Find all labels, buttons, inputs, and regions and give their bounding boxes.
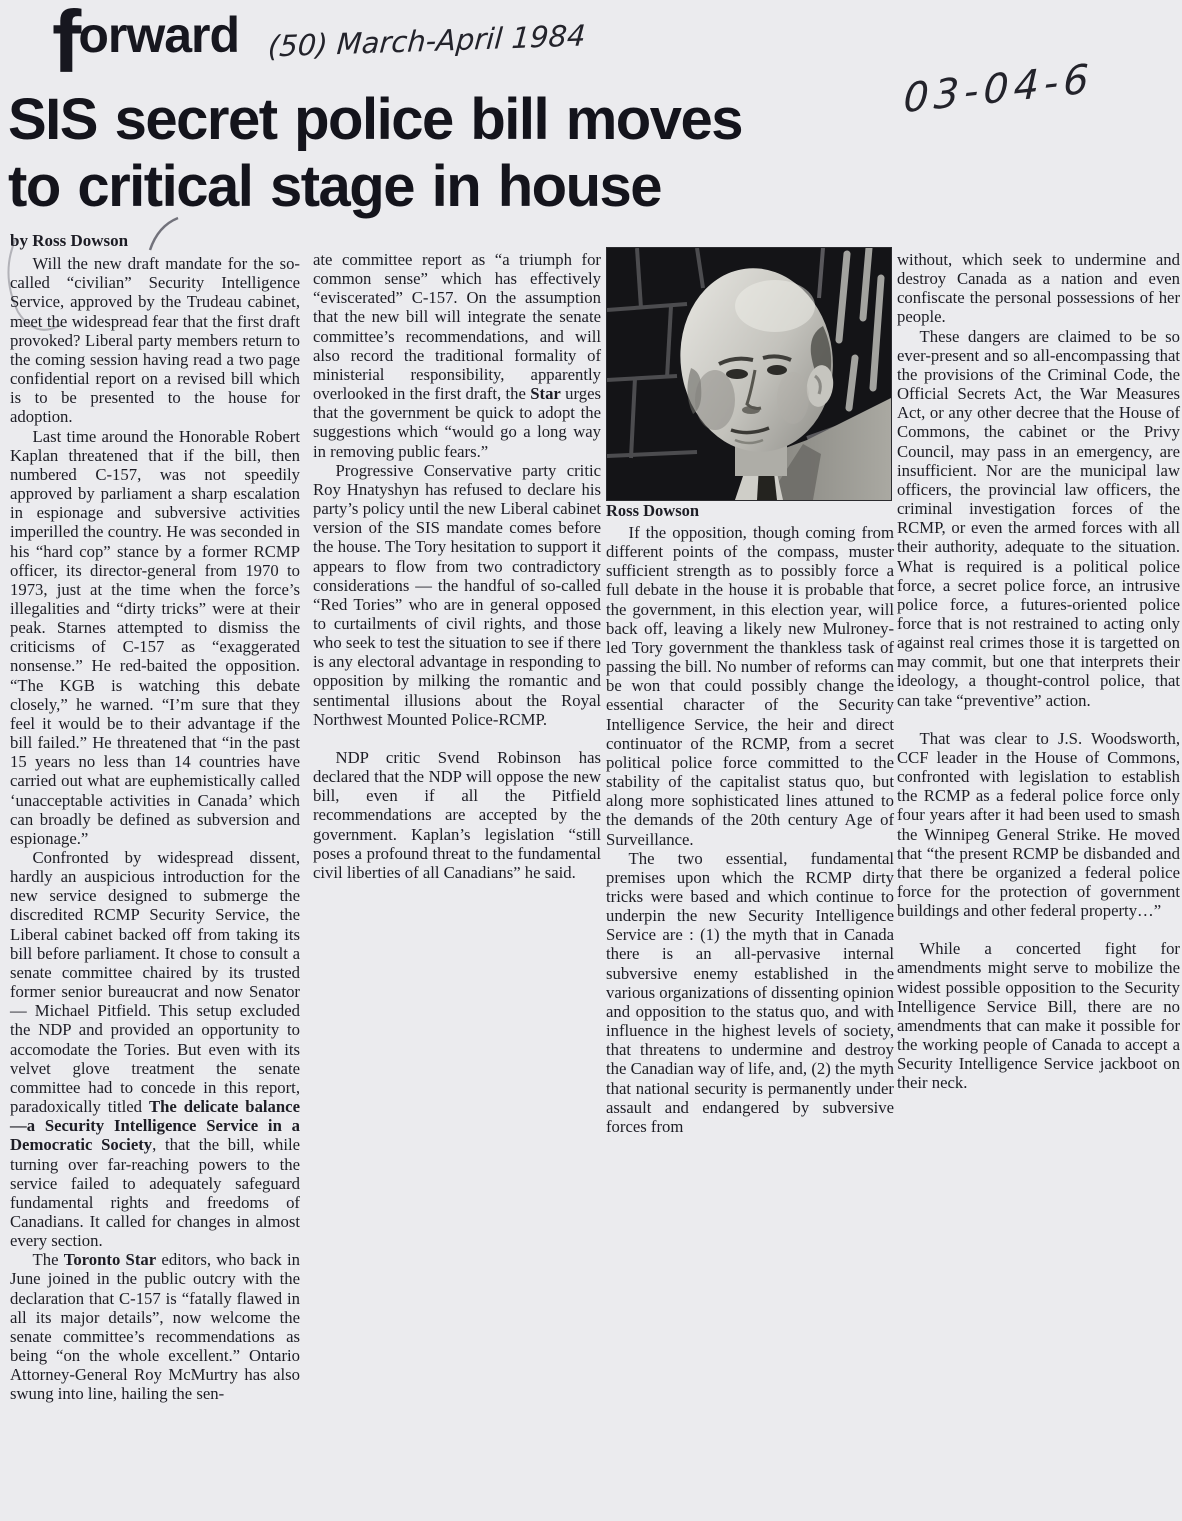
article-paragraph: That was clear to J.S. Woodsworth, CCF leader in the House of Commons, confronted with legislation to establish the RCMP as a federal police force only four years after it had been used to smash the Winnipeg General Strike. He moved that “the present RCMP be disbanded and that there be organized a federal police force for the protection of government buildings and other federal property…”	[897, 728, 1180, 921]
photo-caption: Ross Dowson	[606, 501, 700, 520]
photo-block	[606, 247, 894, 521]
article-paragraph: ate committee report as “a triumph for common sense” which has effectively “eviscerated” C-157. On the assumption that the new bill will integrate the senate committee’s recommendations, and will also record the traditional formality of ministerial responsibility, apparently overlooked in the first draft, the Star urges that the government be quick to adopt the suggestions which “would go a long way in removing public fears.”	[313, 250, 601, 461]
handwritten-file-code: 03-04-6	[902, 55, 1095, 123]
column-4-text	[897, 250, 1180, 1093]
headline-line-1: SIS secret police bill moves	[8, 87, 742, 152]
headline-line-2: to critical stage in house	[8, 154, 662, 219]
article-paragraph: The two essential, fundamental premises upon which the RCMP dirty tricks were based and which continue to underpin the new Security Intelligence Service are : (1) the myth that in Canada there is an all-pervasive internal subversive enemy established in the various organizations of dissenting opinion and opposition to the status quo, and with influence in the highest levels of society, that threatens to undermine and destroy the Canadian way of life, and, (2) the myth that national security is permanently under assault and endangered by subversive forces from	[606, 848, 894, 1136]
article-paragraph: without, which seek to undermine and destroy Canada as a nation and even confiscate the personal possessions of her people.	[897, 250, 1180, 327]
article-paragraph: Will the new draft mandate for the so-called “civilian” Security Intelligence Service, approved by the Trudeau cabinet, meet the widespread fear that the first draft provoked? Liberal party members return to the coming session having read a two page confidential report on a revised bill which is to be presented to the house for adoption.	[10, 254, 300, 427]
ross-dowson-photo	[606, 247, 892, 501]
logo-rest: orward	[78, 7, 240, 63]
article-paragraph: Last time around the Honorable Robert Kaplan threatened that if the bill, then numbered C-157, was not speedily approved by parliament a sharp escalation in espionage and subversive activities imperilled the country. He was seconded in his “hard cop” stance by a former RCMP officer, its director-general from 1970 to 1973, just at the time when the force’s illegalities and “dirty tricks” were at their peak. Starnes attempted to dismiss the criticisms of C-157 as “exaggerated nonsense.” He red-baited the opposition. “The KGB is watching this debate closely,” he warned. “I’m sure that they feel it would be to their advantage if the bill failed.” He threatened that “in the past 15 years no less than 14 countries have carried out what are euphemistically called ‘unacceptable activities in Canada’ which can broadly be defined as subversion and espionage.”	[10, 426, 300, 848]
column-1-text	[10, 254, 300, 1403]
headline	[8, 86, 742, 220]
article-paragraph: These dangers are claimed to be so ever-present and so all-encompassing that the provisions of the Criminal Code, the Official Secrets Act, the War Measures Act, or any other decree that the House of Commons, the cabinet or the Privy Council, may pass in an emergency, are insufficient. Nor are the municipal law officers, the provincial law officers, the criminal investigation forces of the RCMP, or even the armed forces with all their authority, adequate to the situation. What is required is a political police force, a secret police force, an intrusive police force, a futures-oriented police force that is not restrained to acting only against real crimes those it is targetted on may commit, but one that interprets their ideology, a thought-control police, that can take “preventive” action.	[897, 326, 1180, 710]
article-paragraph: If the opposition, though coming from different points of the compass, muster sufficient strength as to possibly force a full debate in the house it is probable that the government, in this election year, will back off, leaving a likely new Mulroney-led Tory government the thankless task of passing the bill. No number of reforms can be won that could possibly change the essential character of the Security Intelligence Service, the heir and direct continuator of the RCMP, from a secret political police force committed to the stability of the capitalist status quo, but along more sophisticated lines attuned to the demands of the 20th century Age of Surveillance.	[606, 523, 894, 849]
article-paragraph: While a concerted fight for amendments might serve to mobilize the widest possible opposition to the Security Intelligence Service Bill, there are no amendments that can make it possible for the working people of Canada to accept a Security Intelligence Service jackboot on their neck.	[897, 939, 1180, 1093]
column-3-text	[606, 523, 894, 1136]
column-2-text	[313, 250, 601, 882]
column-1	[10, 231, 300, 1404]
column-2	[313, 250, 601, 882]
handwritten-issue-date: (50) March-April 1984	[266, 18, 587, 64]
article-paragraph: Confronted by widespread dissent, hardly an auspicious introduction for the new service designed to submerge the discredited RCMP Security Service, the Liberal cabinet backed off from taking its bill before parliament. It chose to consult a senate committee chaired by its trusted former senior bureaucrat and now Senator — Michael Pitfield. This setup excluded the NDP and provided an opportunity to accomodate the Tories. But even with its velvet glove treatment the senate committee had to concede in this report, paradoxically titled The delicate balance—a Security Intelligence Service in a Democratic Society, that the bill, while turning over far-reaching powers to the service failed to adequately safeguard fundamental rights and freedoms of Canadians. It called for changes in almost every section.	[10, 848, 300, 1251]
forward-logo	[52, 0, 240, 91]
column-3	[606, 247, 894, 1136]
article-paragraph: NDP critic Svend Robinson has declared that the NDP will oppose the new bill, even if all the Pitfield recommendations are accepted by the government. Kaplan’s legislation “still poses a profound threat to the fundamental civil liberties of all Canadians” he said.	[313, 747, 601, 882]
byline: by Ross Dowson	[10, 231, 129, 250]
eye-right	[767, 365, 787, 375]
eye-left	[726, 369, 748, 379]
column-4	[897, 250, 1180, 1093]
article-paragraph: Progressive Conservative party critic Roy Hnatyshyn has refused to declare his party’s policy until the new Liberal cabinet version of the SIS mandate comes before the house. The Tory hesitation to support it appears to flow from two contradictory considerations — the handful of so-called “Red Tories” who are in general opposed to curtailments of civil rights, and those who seek to test the situation to see if there is any electoral advantage in responding to opposition by milking the romantic and sentimental illusions about the Royal Northwest Mounted Police-RCMP.	[313, 460, 601, 729]
logo-letter-f: f	[52, 0, 81, 91]
article-paragraph: The Toronto Star editors, who back in June joined in the public outcry with the declaration that C-157 is “fatally flawed in all its major details”, now welcome the senate committee’s recommendations as being “on the whole excellent.” Ontario Attorney-General Roy McMurtry has also swung into line, hailing the sen-	[10, 1250, 300, 1404]
